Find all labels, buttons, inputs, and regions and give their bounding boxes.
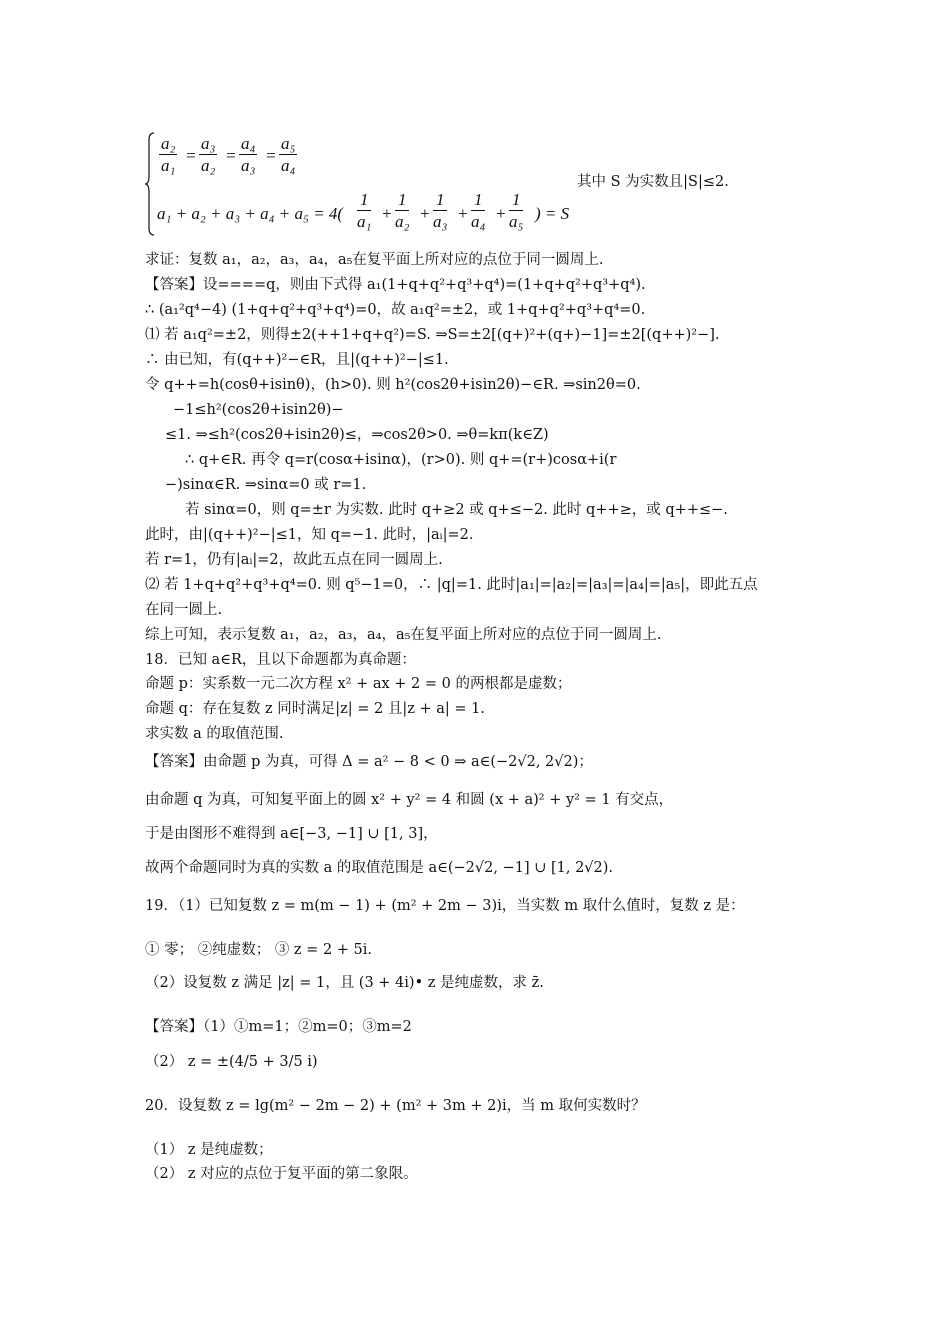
text-line: 此时，由|(q++)²−|≤1，知 q=−1. 此时，|aᵢ|=2. xyxy=(145,527,474,543)
s-condition-note: 其中 S 为实数且|S|≤2. xyxy=(577,174,729,190)
text-line: 综上可知，表示复数 a₁，a₂，a₃，a₄，a₅在复平面上所对应的点位于同一圆周上. xyxy=(145,627,662,643)
recip-a5: 1 a₅ xyxy=(509,190,524,231)
recip-a4: 1 a₄ xyxy=(471,190,486,231)
text-line: 由命题 q 为真，可知复平面上的圆 x² + y² = 4 和圆 (x + a)² + y² = 1 有交点， xyxy=(145,792,674,808)
text-line: ⑵ 若 1+q+q²+q³+q⁴=0. 则 q⁵−1=0，∴ |q|=1. 此时|a₁|=|a₂|=|a₃|=|a₄|=|a₅|，即此五点 xyxy=(145,577,758,593)
text-line: 于是由图形不难得到 a∈[−3, −1] ∪ [1, 3]， xyxy=(145,826,438,842)
text-line: 在同一圆上. xyxy=(145,602,223,618)
problem-19-title: 19．（1）已知复数 z = m(m − 1) + (m² + 2m − 3)i，当实数 m 取什么值时，复数 z 是： xyxy=(145,898,745,914)
equation-system: a₂ a₁ = a₃ a₂ = a₄ a₃ = a₅ a₄ a₁ + a₂ + a₃ + a₄ + a₅ = 4( 1 a₁ + 1 a₂ + 1 a₃ + 1 a₄ + 1 a₅ ) = S 其中 S 为实数且|S|≤2. xyxy=(145,128,765,240)
text-line: −1≤h²(cos2θ+isin2θ)− xyxy=(173,402,344,418)
sum-right: ) = S xyxy=(535,204,570,223)
recip-a1: 1 a₁ xyxy=(357,190,372,231)
text-line: （2） z 对应的点位于复平面的第二象限。 xyxy=(145,1166,418,1182)
fraction-a2-a1: a₂ a₁ xyxy=(161,134,176,175)
left-brace-icon xyxy=(145,132,155,236)
text-line: 若 r=1，仍有|aᵢ|=2，故此五点在同一圆周上. xyxy=(145,552,443,568)
text-line: 命题 p：实系数一元二次方程 x² + ax + 2 = 0 的两根都是虚数； xyxy=(145,676,572,692)
text-line: ≤1. ⇒≤h²(cos2θ+isin2θ)≤，⇒cos2θ>0. ⇒θ=kπ(k∈Z) xyxy=(165,427,549,443)
text-line: ∴ 由已知，有(q++)²−∈R，且|(q++)²−|≤1. xyxy=(145,352,449,368)
text-line: 若 sinα=0，则 q=±r 为实数. 此时 q+≥2 或 q+≤−2. 此时 q++≥，或 q++≤−. xyxy=(185,502,728,518)
text-line: 求证：复数 a₁，a₂，a₃，a₄，a₅在复平面上所对应的点位于同一圆周上. xyxy=(145,252,604,268)
text-line: 令 q++=h(cosθ+isinθ)，(h>0). 则 h²(cos2θ+isin2θ)−∈R. ⇒sin2θ=0. xyxy=(145,377,641,393)
text-line: （2） z = ±(4/5 + 3/5 i) xyxy=(145,1054,318,1070)
recip-a3: 1 a₃ xyxy=(433,190,448,231)
text-line: 【答案】由命题 p 为真，可得 Δ = a² − 8 < 0 ⇒ a∈(−2√2, 2√2)； xyxy=(145,754,593,770)
text-line: −)sinα∈R. ⇒sinα=0 或 r=1. xyxy=(165,477,367,493)
text-line: 故两个命题同时为真的实数 a 的取值范围是 a∈(−2√2, −1] ∪ [1, 2√2). xyxy=(145,860,614,876)
text-line: ① 零； ②纯虚数； ③ z = 2 + 5i. xyxy=(145,942,373,958)
text-line: （1） z 是纯虚数； xyxy=(145,1142,273,1158)
fraction-a4-a3: a₄ a₃ xyxy=(241,134,256,175)
text-line: 【答案】设====q，则由下式得 a₁(1+q+q²+q³+q⁴)=(1+q+q²+q³+q⁴). xyxy=(145,277,646,293)
text-line: （2）设复数 z 满足 |z| = 1，且 (3 + 4i)• z 是纯虚数，求 z̄. xyxy=(145,975,544,991)
text-line: 【答案】（1）①m=1；②m=0；③m=2 xyxy=(145,1019,412,1035)
fraction-a3-a2: a₃ a₂ xyxy=(201,134,216,175)
fraction-a5-a4: a₅ a₄ xyxy=(281,134,296,175)
sum-left: a₁ + a₂ + a₃ + a₄ + a₅ = 4( xyxy=(157,204,344,223)
text-line: ∴ q+∈R. 再令 q=r(cosα+isinα)，(r>0). 则 q+=(r+)cosα+i(r xyxy=(185,452,617,468)
text-line: ⑴ 若 a₁q²=±2，则得±2(++1+q+q²)=S. ⇒S=±2[(q+)²+(q+)−1]=±2[(q++)²−]. xyxy=(145,327,720,343)
recip-a2: 1 a₂ xyxy=(395,190,410,231)
problem-20-title: 20．设复数 z = lg(m² − 2m − 2) + (m² + 3m + 2)i，当 m 取何实数时？ xyxy=(145,1098,646,1114)
text-line: 求实数 a 的取值范围. xyxy=(145,726,284,742)
text-line: ∴ (a₁²q⁴−4) (1+q+q²+q³+q⁴)=0，故 a₁q²=±2，或 1+q+q²+q³+q⁴=0. xyxy=(145,302,646,318)
problem-18-title: 18．已知 a∈R，且以下命题都为真命题： xyxy=(145,652,416,668)
text-line: 命题 q：存在复数 z 同时满足|z| = 2 且|z + a| = 1. xyxy=(145,701,485,717)
